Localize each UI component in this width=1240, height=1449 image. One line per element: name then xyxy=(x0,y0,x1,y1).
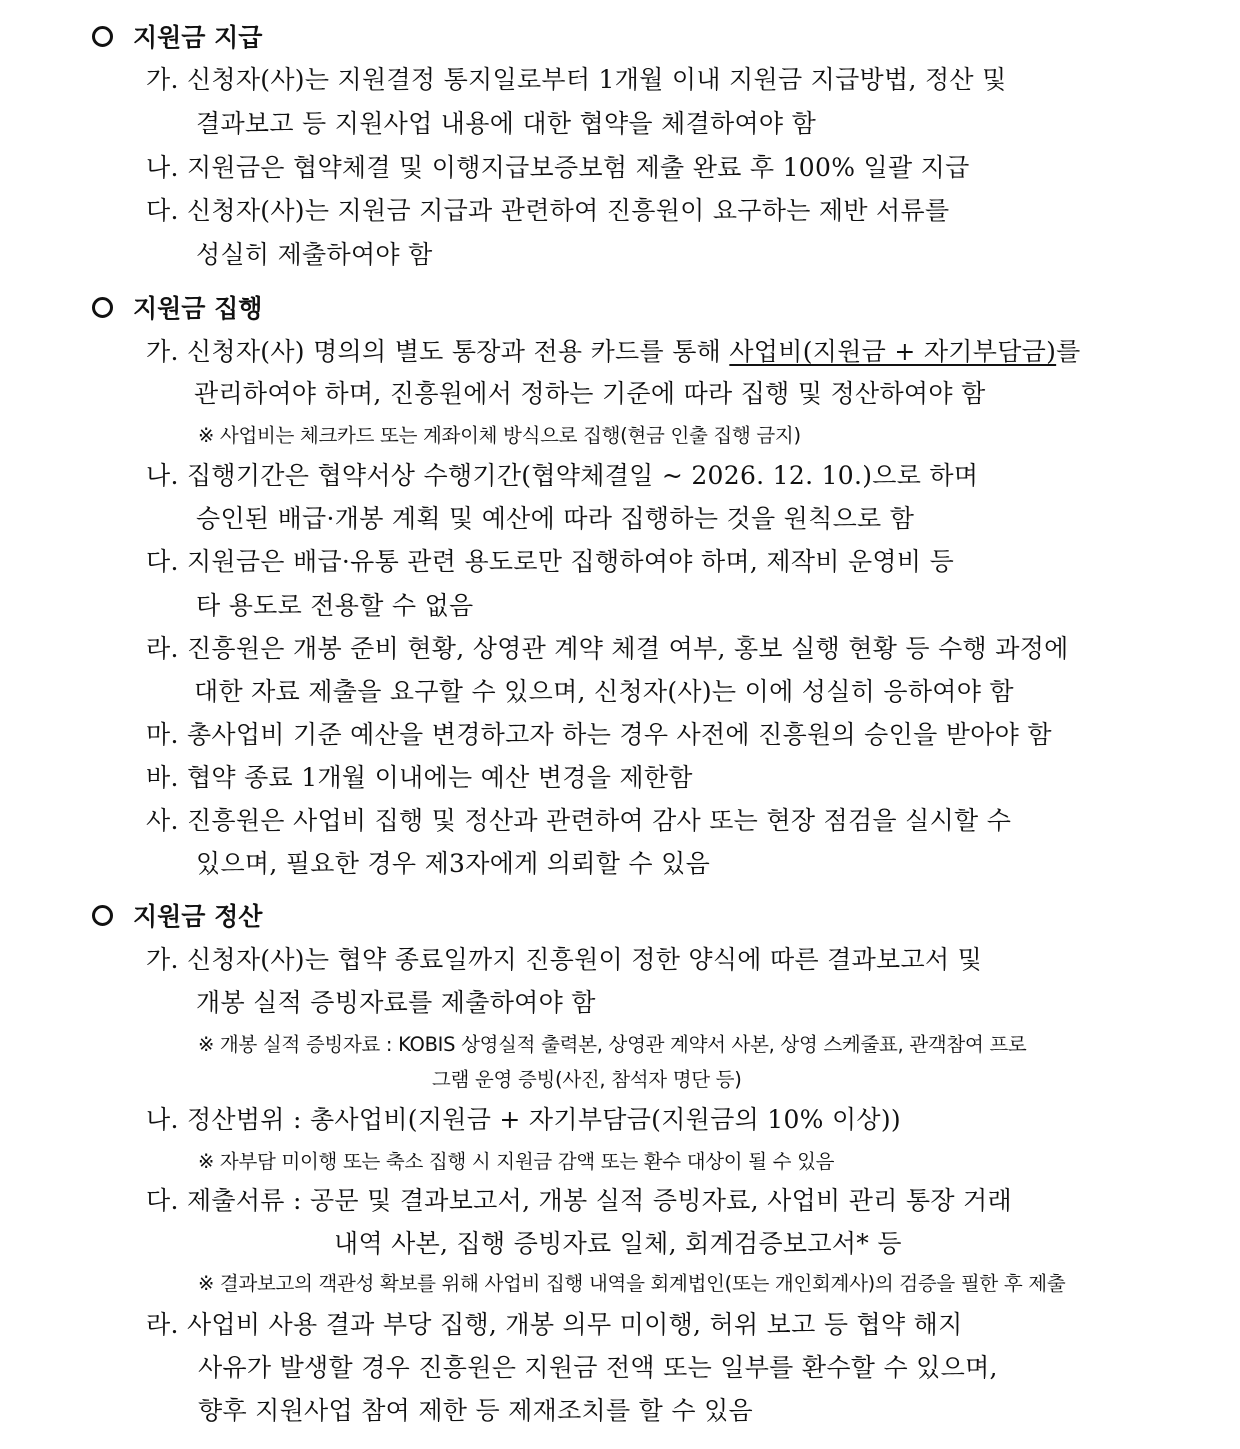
list-item xyxy=(146,1309,963,1341)
item-mark: 바. xyxy=(146,763,179,792)
item-text: 진흥원은 사업비 집행 및 정산과 관련하여 감사 또는 현장 점검을 실시할 수 xyxy=(186,806,1012,835)
item-mark: 나. xyxy=(146,153,179,182)
list-item xyxy=(146,1185,1012,1217)
list-item xyxy=(146,762,693,794)
item-text: 정산범위 : 총사업비(지원금 + 자기부담금(지원금의 10% 이상)) xyxy=(186,1105,901,1134)
item-continuation: 있으며, 필요한 경우 제3자에게 의뢰할 수 있음 xyxy=(196,849,711,878)
item-continuation: 개봉 실적 증빙자료를 제출하여야 함 xyxy=(196,988,596,1017)
list-item: 가. 신청자(사) 명의의 별도 통장과 전용 카드를 통해 사업비(지원금 + 자기부담금)를 xyxy=(146,337,1081,366)
item-mark: 가. xyxy=(146,65,179,94)
section-title-settlement: 지원금 정산 xyxy=(92,901,262,933)
item-mark: 다. xyxy=(146,1186,179,1215)
circle-bullet-icon xyxy=(92,905,113,926)
section-title-execution: 지원금 집행 xyxy=(92,293,262,325)
item-mark: 나. xyxy=(146,1105,179,1134)
item-text: 신청자(사)는 지원결정 통지일로부터 1개월 이내 지원금 지급방법, 정산 및 xyxy=(186,65,1007,94)
item-continuation: 승인된 배급·개봉 계획 및 예산에 따라 집행하는 것을 원칙으로 함 xyxy=(196,504,915,533)
item-mark: 다. xyxy=(146,196,179,225)
list-item xyxy=(146,152,970,184)
item-text: 진흥원은 개봉 준비 현황, 상영관 계약 체결 여부, 홍보 실행 현황 등 수행 과정에 xyxy=(186,634,1069,663)
item-mark: 사. xyxy=(146,806,179,835)
item-continuation: 대한 자료 제출을 요구할 수 있으며, 신청자(사)는 이에 성실히 응하여야 함 xyxy=(194,677,1014,706)
item-mark: 나. xyxy=(146,461,179,490)
item-continuation: 향후 지원사업 참여 제한 등 제재조치를 할 수 있음 xyxy=(198,1396,753,1425)
item-mark: 라. xyxy=(146,1310,179,1339)
item-mark: 라. xyxy=(146,634,179,663)
item-note: ※ 결과보고의 객관성 확보를 위해 사업비 집행 내역을 회계법인(또는 개인회계사)의 검증을 필한 후 제출 xyxy=(198,1272,1066,1295)
list-item xyxy=(146,805,1011,837)
item-text: 협약 종료 1개월 이내에는 예산 변경을 제한함 xyxy=(186,763,693,792)
list-item xyxy=(146,719,1052,751)
item-text: 제출서류 : 공문 및 결과보고서, 개봉 실적 증빙자료, 사업비 관리 통장 거래 xyxy=(186,1186,1012,1215)
item-mark: 마. xyxy=(146,720,179,749)
item-text: 신청자(사) 명의의 별도 통장과 전용 카드를 통해 xyxy=(186,337,730,366)
item-note: ※ 개봉 실적 증빙자료 : KOBIS 상영실적 출력본, 상영관 계약서 사본, 상영 스케줄표, 관객참여 프로 xyxy=(198,1033,1027,1056)
list-item xyxy=(146,944,982,976)
item-continuation: 타 용도로 전용할 수 없음 xyxy=(196,591,474,620)
item-continuation: 결과보고 등 지원사업 내용에 대한 협약을 체결하여야 함 xyxy=(196,109,817,138)
item-mark: 가. xyxy=(146,337,179,366)
item-text: 집행기간은 협약서상 수행기간(협약체결일 ~ 2026. 12. 10.)으로 하며 xyxy=(186,461,979,490)
item-text: 신청자(사)는 지원금 지급과 관련하여 진흥원이 요구하는 제반 서류를 xyxy=(186,196,950,225)
item-text: 신청자(사)는 협약 종료일까지 진흥원이 정한 양식에 따른 결과보고서 및 xyxy=(186,945,983,974)
list-item xyxy=(146,460,978,492)
item-text: 지원금은 협약체결 및 이행지급보증보험 제출 완료 후 100% 일괄 지급 xyxy=(186,153,970,182)
item-text: 지원금은 배급·유통 관련 용도로만 집행하여야 하며, 제작비 운영비 등 xyxy=(186,547,955,576)
item-continuation: 성실히 제출하여야 함 xyxy=(196,240,433,269)
list-item xyxy=(146,195,949,227)
item-note: ※ 자부담 미이행 또는 축소 집행 시 지원금 감액 또는 환수 대상이 될 수 있음 xyxy=(198,1150,835,1173)
item-continuation: 사유가 발생할 경우 진흥원은 지원금 전액 또는 일부를 환수할 수 있으며, xyxy=(198,1353,998,1382)
item-note-continuation: 그램 운영 증빙(사진, 참석자 명단 등) xyxy=(432,1068,742,1091)
item-text: 사업비 사용 결과 부당 집행, 개봉 의무 미이행, 허위 보고 등 협약 해지 xyxy=(186,1310,963,1339)
item-continuation: 관리하여야 하며, 진흥원에서 정하는 기준에 따라 집행 및 정산하여야 함 xyxy=(194,379,986,408)
underlined-budget-text: 사업비(지원금 + 자기부담금) xyxy=(729,337,1057,366)
item-note: ※ 사업비는 체크카드 또는 계좌이체 방식으로 집행(현금 인출 집행 금지) xyxy=(198,424,801,447)
circle-bullet-icon xyxy=(92,297,113,318)
section-title-payment: 지원금 지급 xyxy=(92,22,262,54)
list-item xyxy=(146,633,1069,665)
circle-bullet-icon xyxy=(92,26,113,47)
item-mark: 다. xyxy=(146,547,179,576)
list-item xyxy=(146,546,954,578)
item-mark: 가. xyxy=(146,945,179,974)
list-item xyxy=(146,1104,901,1136)
item-continuation: 내역 사본, 집행 증빙자료 일체, 회계검증보고서* 등 xyxy=(334,1229,902,1258)
item-text: 총사업비 기준 예산을 변경하고자 하는 경우 사전에 진흥원의 승인을 받아야 함 xyxy=(186,720,1052,749)
list-item xyxy=(146,64,1007,96)
